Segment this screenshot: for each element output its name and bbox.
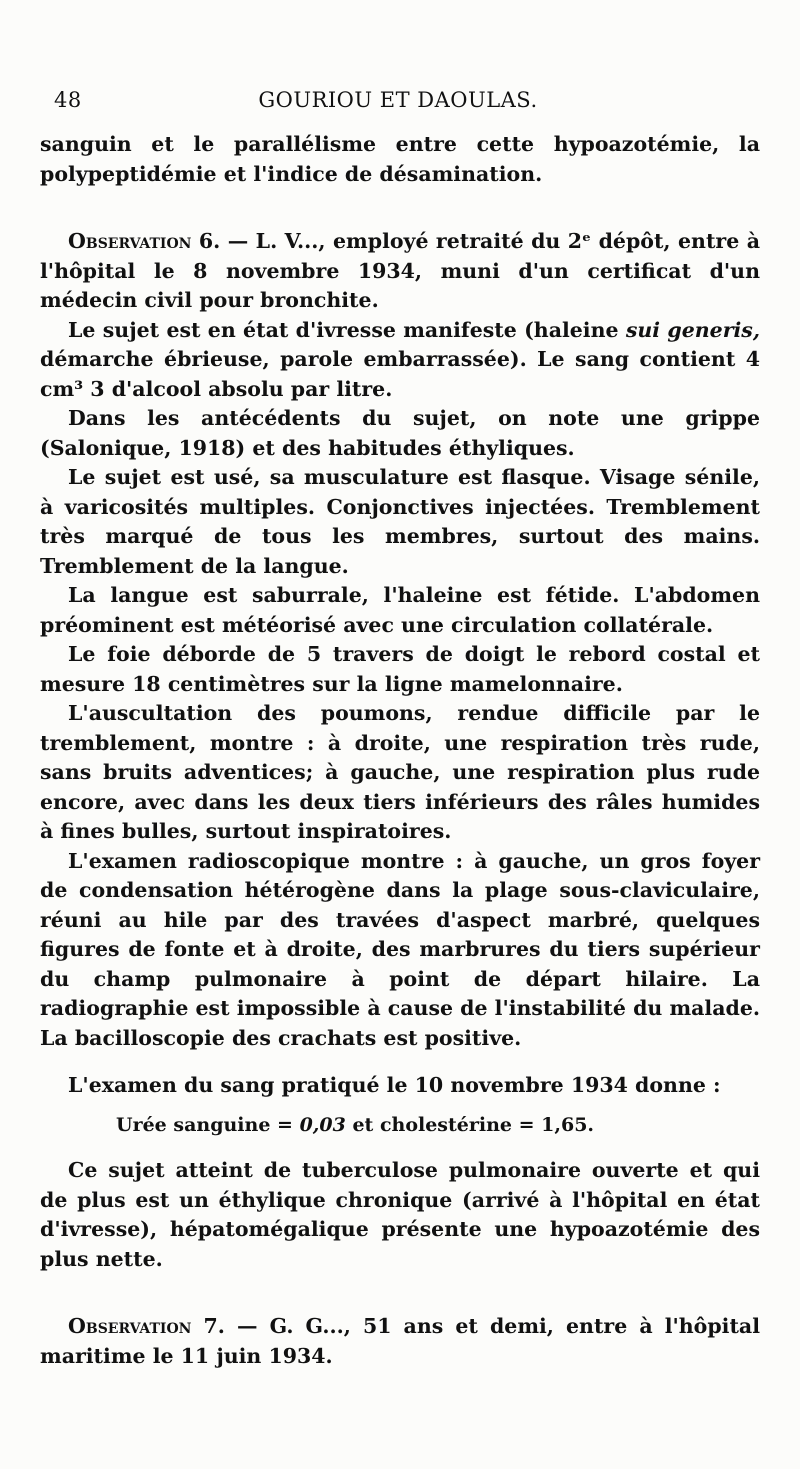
observation-7-label: Observation 7. [68, 1314, 225, 1338]
paragraph-radioscopie: L'examen radioscopique montre : à gauche, un gros foyer de condensation hétérogène dans la plage sous-claviculaire, réuni au hile par des travées d'aspect marbré, quelques figures de fonte et à droite, des marbrures du tiers supérieur du champ pulmonaire à point de départ hilaire. La radiographie est impossible à cause de l'instabilité du malade. La bacilloscopie des crachats est positive. [40, 848, 761, 1050]
page-number: 48 [54, 88, 82, 112]
paragraph-conclusion: Ce sujet atteint de tuberculose pulmonaire ouverte et qui de plus est un éthylique chronique (arrivé à l'hôpital en état d'ivresse), hépatomégalique présente une hypoazotémie des plus nette. [40, 1158, 760, 1271]
paragraph-foie: Le foie déborde de 5 travers de doigt le rebord costal et mesure 18 centimètres sur la ligne mamelonnaire. [40, 642, 760, 696]
paragraph-continuation: sanguin et le parallélisme entre cette hypoazotémie, la polypeptidémie et l'indice de désamination. [40, 132, 760, 186]
paragraph-examen-sang: L'examen du sang pratiqué le 10 novembre 1934 donne : [68, 1073, 721, 1097]
observation-6-paragraph [40, 227, 760, 316]
paragraph-ivresse [40, 316, 760, 405]
formula-line [116, 1111, 760, 1141]
paragraph-ivresse-italic: sui generis, [625, 317, 760, 342]
paragraph-ivresse-a: Le sujet est en état d'ivresse manifeste (haleine [68, 317, 626, 342]
observation-7-paragraph [40, 1312, 760, 1371]
paragraph-auscultation: L'auscultation des poumons, rendue difficile par le tremblement, montre : à droite, une respiration très rude, sans bruits adventices; à gauche, une respiration plus rude encore, avec dans les deux tiers inférieurs des râles humides à fines bulles, surtout inspiratoires. [40, 701, 760, 843]
observation-7-text: — G. G..., 51 ans et demi, entre à l'hôpital maritime le 11 juin 1934. [40, 1314, 760, 1368]
page-header [40, 88, 756, 116]
paragraph-ivresse-b: démarche ébrieuse, parole embarrassée). Le sang contient 4 cm³ 3 d'alcool absolu par litre. [40, 347, 760, 401]
formula-part-a: Urée sanguine = [116, 1113, 300, 1136]
paragraph-musculature: Le sujet est usé, sa musculature est flasque. Visage sénile, à varicosités multiples. Conjonctives injectées. Tremblement très marqué de tous les membres, surtout des mains. Tremblement de la langue. [40, 465, 760, 578]
observation-6-label: Observation 6. [68, 229, 221, 253]
paragraph-antecedents: Dans les antécédents du sujet, on note une grippe (Salonique, 1918) et des habitudes éthyliques. [40, 406, 760, 460]
formula-part-b: et cholestérine = 1,65. [345, 1113, 595, 1136]
running-title: GOURIOU ET DAOULAS. [258, 88, 538, 112]
observation-6-text: — L. V..., employé retraité du 2ᵉ dépôt, entre à l'hôpital le 8 novembre 1934, muni d'un certificat d'un médecin civil pour bronchite. [40, 229, 760, 312]
page-body [40, 130, 760, 1371]
formula-value-uree: 0,03 [299, 1113, 346, 1136]
paragraph-langue: La langue est saburrale, l'haleine est fétide. L'abdomen préominent est météorisé avec une circulation collatérale. [40, 583, 760, 637]
